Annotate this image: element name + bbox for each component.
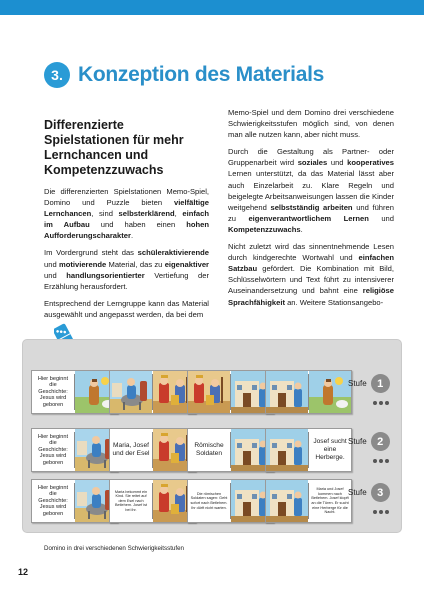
top-color-bar <box>0 0 424 15</box>
domino-tile <box>187 370 274 414</box>
domino-half-text: Hier beginnt die Geschichte: Jesus wird geboren <box>37 375 69 408</box>
paragraph: Memo-Spiel und dem Domino drei verschiedene Schwierigkeitsstufen möglich sind, von denen man alle nutzen kann, aber nicht muss. <box>228 108 394 140</box>
page-number: 12 <box>18 567 29 577</box>
domino-tile <box>187 479 274 523</box>
domino-half-illustration <box>110 371 152 413</box>
domino-tile-divider <box>152 483 153 519</box>
domino-tile-divider <box>230 483 231 519</box>
domino-tile-divider <box>308 483 309 519</box>
domino-tile <box>31 370 118 414</box>
domino-half-illustration <box>266 480 308 522</box>
domino-tile-divider <box>308 432 309 468</box>
domino-tile <box>109 370 196 414</box>
stufe-label: Stufe <box>348 437 367 446</box>
chapter-header <box>44 62 324 88</box>
stufe-label: Stufe <box>348 488 367 497</box>
domino-tile <box>187 428 274 472</box>
paragraph: Durch die Gestaltung als Partner- oder Gruppenarbeit wird soziales und kooperatives Lernen unterstützt, da das Material lässt aber auch Einzelarbeit zu. Klare Regeln und beigelegte Arbeitsanweisungen lassen die Kinder weitgehend selbstständig arbeiten und führen zu eigenverantwortlichem Lernen und Kompetenzzuwachs. <box>228 147 394 234</box>
domino-tile <box>109 428 196 472</box>
more-dots <box>373 510 389 514</box>
domino-half-text: Josef sucht eine Herberge. <box>313 438 347 461</box>
stufe-indicator <box>348 483 390 502</box>
stufe-number-badge: 3 <box>371 483 390 502</box>
domino-tile <box>265 479 352 523</box>
domino-tile-divider <box>74 374 75 410</box>
stufe-label: Stufe <box>348 379 367 388</box>
domino-row-stufe-3 <box>23 479 401 539</box>
paragraph: Die differenzierten Spielstationen Memo-Spiel, Domino und Puzzle bieten vielfältige Lernchancen, sind selbsterklärend, einfach im Aufbau und haben einen hohen Aufforderungscharakter. <box>44 187 210 241</box>
section-heading: Differenzierte Spielstationen für mehr Lernchancen und Kompetenzzuwachs <box>44 118 184 177</box>
right-text-column <box>228 107 394 314</box>
paragraph: Entsprechend der Lerngruppe kann das Material ausgewählt und angepasst werden, da bei dem <box>44 298 209 319</box>
domino-tile <box>31 479 118 523</box>
domino-tile <box>109 479 196 523</box>
paragraph: Nicht zuletzt wird das sinnentnehmende Lesen durch kindgerechte Wortwahl und einfachen Satzbau gefördert. Die Kombination mit Bild, Schlüsselwörtern und Text führt zu intensiverer Auseinandersetzung und bahnt eine religiöse Sprachfähigkeit an. Weitere Stationsangebo- <box>228 242 394 307</box>
domino-half-illustration <box>266 371 308 413</box>
domino-tile-divider <box>152 374 153 410</box>
domino-tile-divider <box>308 374 309 410</box>
stufe-indicator <box>348 374 390 393</box>
more-dots <box>373 459 389 463</box>
domino-row-stufe-1 <box>23 370 401 430</box>
left-text-column <box>44 118 209 326</box>
domino-tile-divider <box>152 432 153 468</box>
figure-caption: Domino in drei verschiedenen Schwierigkeitsstufen <box>44 545 184 552</box>
chapter-number-badge: 3. <box>44 62 70 88</box>
domino-tile-divider <box>230 374 231 410</box>
domino-tile <box>31 428 118 472</box>
domino-tile <box>265 428 352 472</box>
domino-tile-divider <box>74 483 75 519</box>
domino-half-text: Maria und Josef kommen nach Betlehem. Josef klopft an die Türen. Er sucht eine Herberge für die Nacht. <box>311 487 349 515</box>
domino-half-illustration <box>309 371 351 413</box>
domino-tile <box>265 370 352 414</box>
domino-half-text: Maria, Josef und der Esel <box>112 442 150 457</box>
domino-half-text: Hier beginnt die Geschichte: Jesus wird geboren <box>37 433 69 466</box>
stufe-number-badge: 1 <box>371 374 390 393</box>
domino-half-illustration <box>266 429 308 471</box>
domino-tile-divider <box>74 432 75 468</box>
domino-half-text: Die römischen Soldaten sagen: Geht sofort nach Betlehem. Ihr dürft nicht warten. <box>190 491 228 510</box>
domino-half-illustration <box>188 371 230 413</box>
more-dots <box>373 401 389 405</box>
domino-example-panel <box>22 339 402 533</box>
domino-half-text: Römische Soldaten <box>194 442 224 457</box>
domino-tile-divider <box>230 432 231 468</box>
stufe-indicator <box>348 432 390 451</box>
domino-half-text: Hier beginnt die Geschichte: Jesus wird geboren <box>37 484 69 517</box>
domino-half-text: Maria bekommt ein Kind. Sie reitet auf dem Esel nach Betlehem. Josef ist bei ihr. <box>114 489 148 512</box>
paragraph: Im Vordergrund steht das schüleraktivierende und motivierende Material, das zu eigenaktiver und handlungsorientierter Vertiefung der Erzählung herausfordert. <box>44 248 210 291</box>
stufe-number-badge: 2 <box>371 432 390 451</box>
chapter-title: Konzeption des Materials <box>78 63 325 86</box>
